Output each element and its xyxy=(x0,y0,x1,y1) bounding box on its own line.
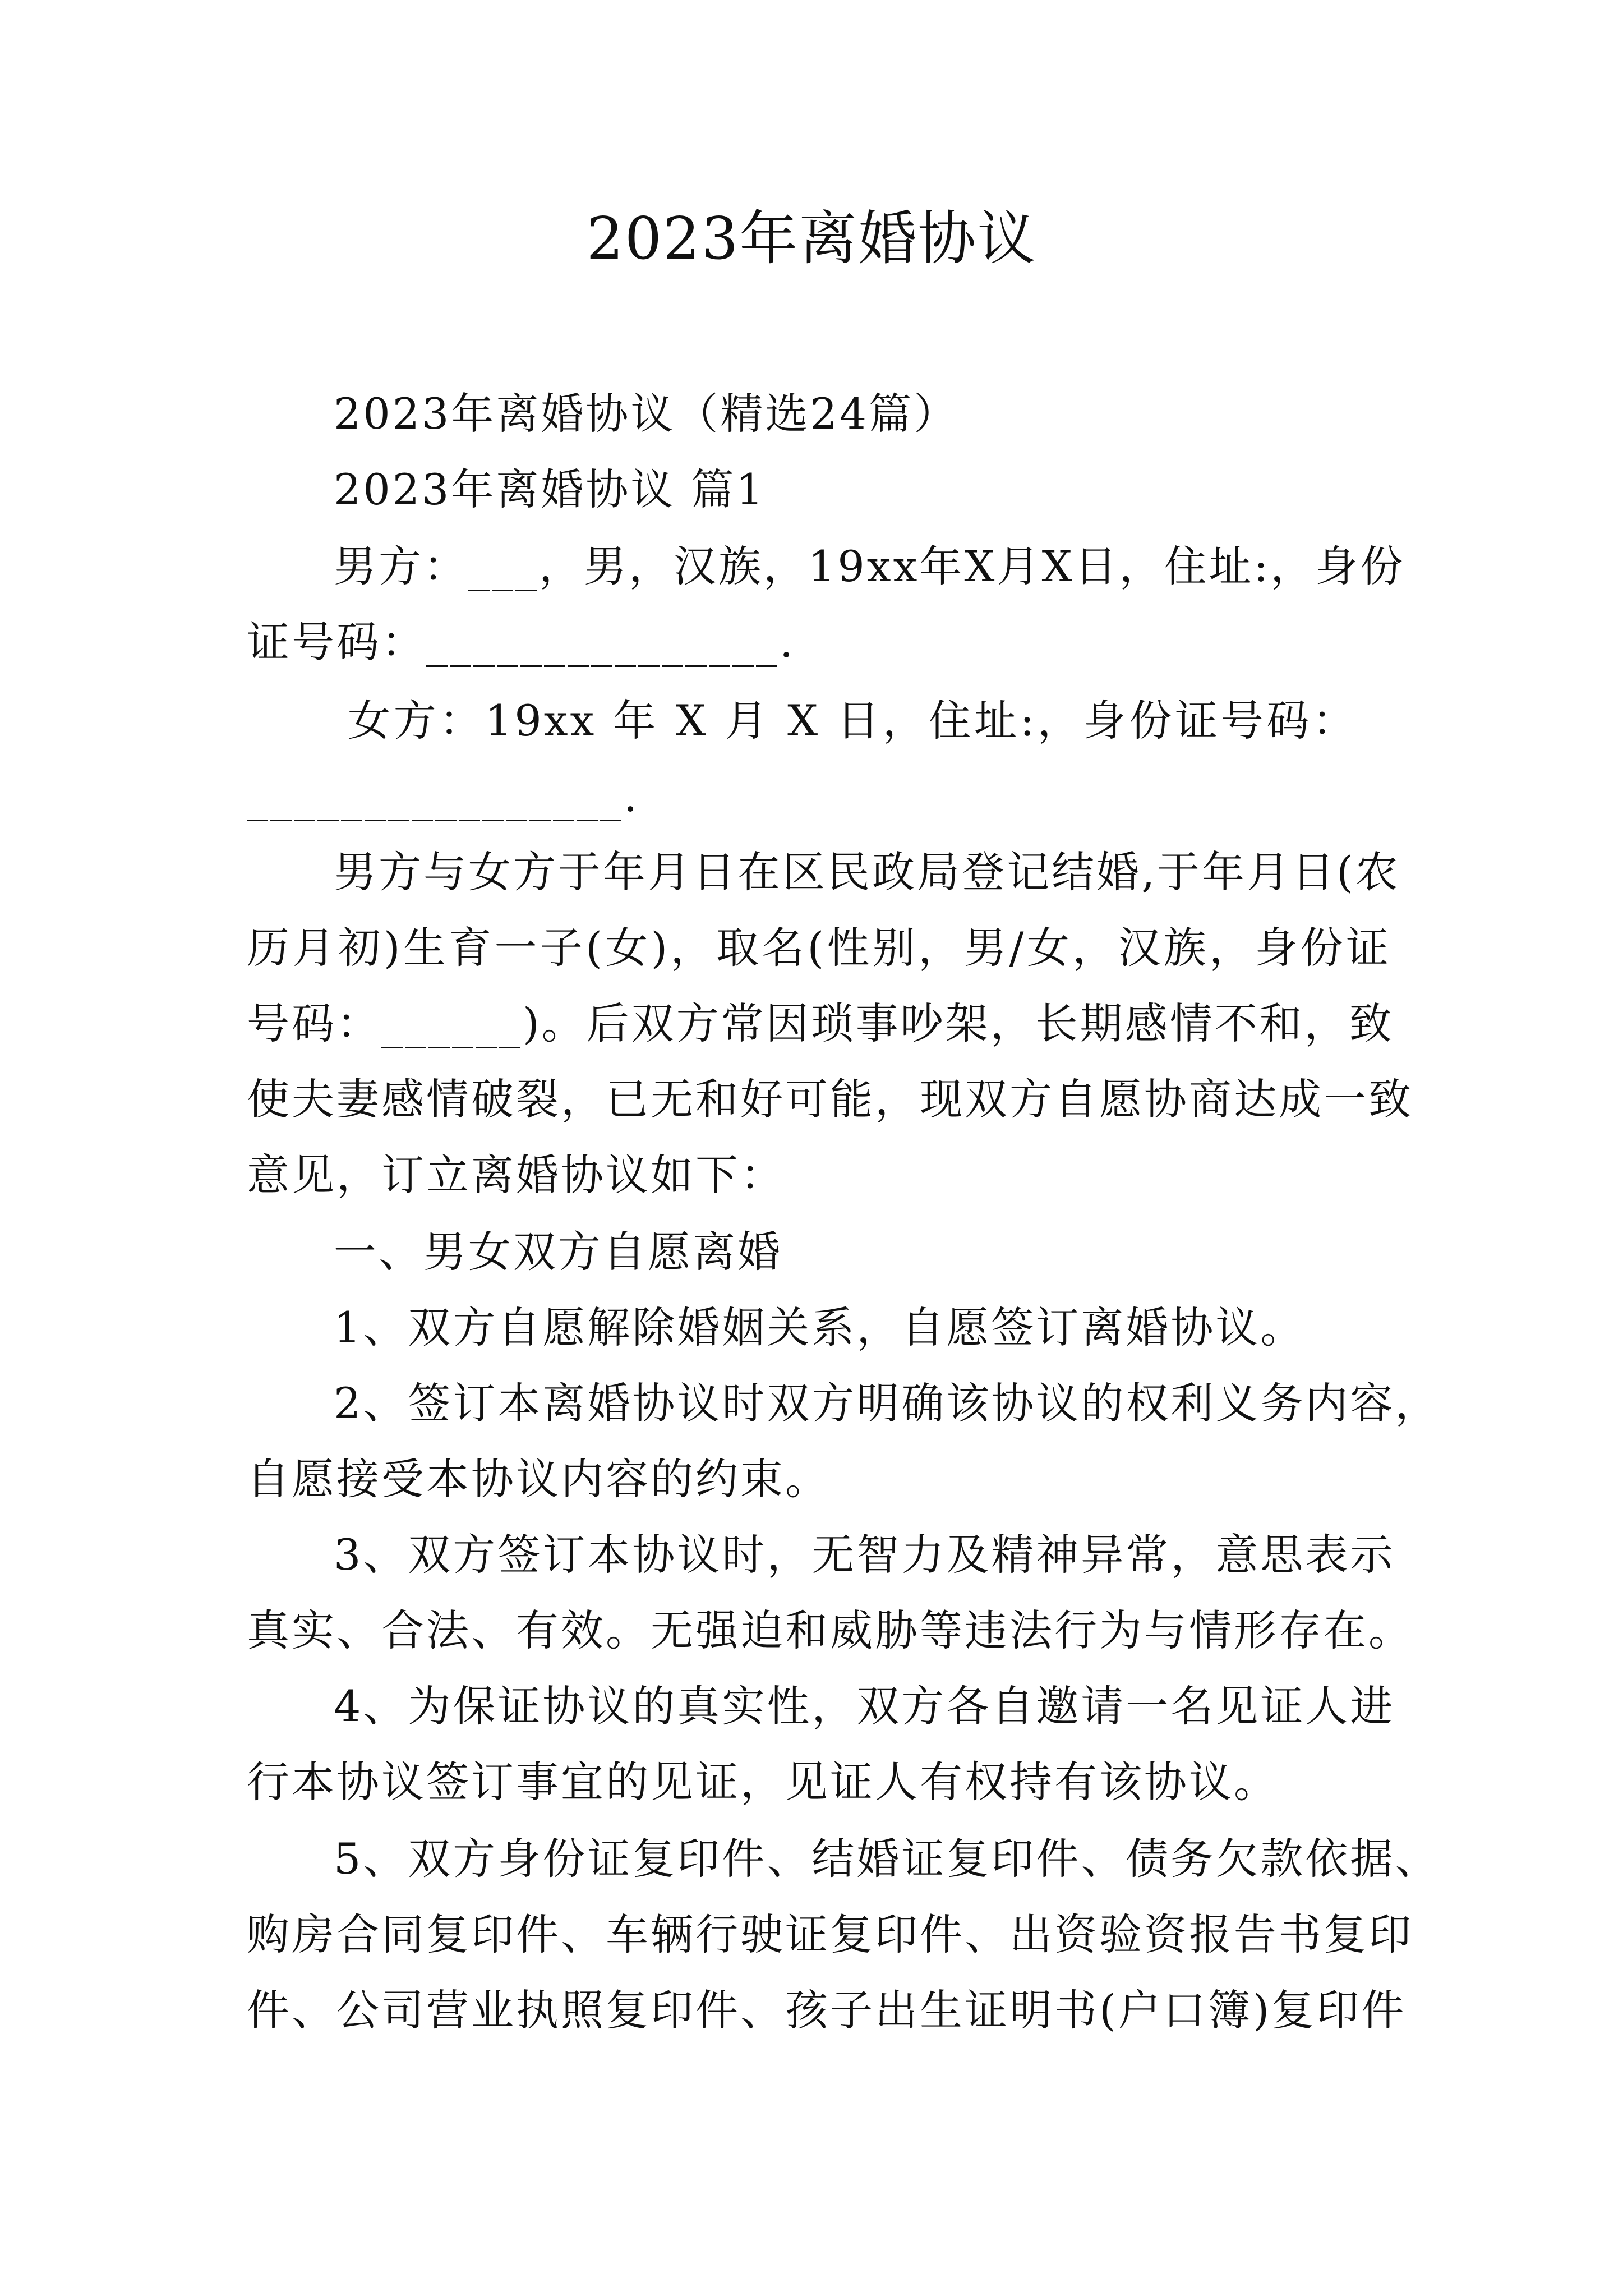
body-line: 件、公司营业执照复印件、孩子出生证明书(户口簿)复印件 xyxy=(247,1985,1407,2035)
section-heading: 一、男女双方自愿离婚 xyxy=(334,1227,782,1277)
section-heading: 2023年离婚协议 篇1 xyxy=(334,464,766,514)
body-line: 5、双方身份证复印件、结婚证复印件、债务欠款依据、 xyxy=(334,1834,1440,1884)
document-title: 2023年离婚协议 xyxy=(586,204,1037,273)
body-line: 真实、合法、有效。无强迫和威胁等违法行为与情形存在。 xyxy=(247,1605,1413,1655)
body-line: 男方与女方于年月日在区民政局登记结婚,于年月日(农 xyxy=(334,847,1400,897)
body-line: 3、双方签订本协议时，无智力及精神异常，意思表示 xyxy=(334,1530,1395,1580)
subtitle-line: 2023年离婚协议（精选24篇） xyxy=(334,389,959,439)
body-line: 自愿接受本协议内容的约束。 xyxy=(247,1454,830,1504)
body-line: 4、为保证协议的真实性，双方各自邀请一名见证人进 xyxy=(334,1681,1395,1731)
body-line: 历月初)生育一子(女)，取名(性别，男/女，汉族，身份证 xyxy=(247,923,1391,973)
body-line: ________________. xyxy=(247,771,640,821)
body-line: 意见，订立离婚协议如下： xyxy=(247,1150,785,1200)
body-line: 号码：______)。后双方常因琐事吵架，长期感情不和，致 xyxy=(247,999,1394,1048)
body-line: 1、双方自愿解除婚姻关系，自愿签订离婚协议。 xyxy=(334,1303,1306,1352)
body-line: 男方：___，男，汉族，19xx年X月X日，住址:，身份 xyxy=(334,541,1405,591)
body-line: 使夫妻感情破裂，已无和好可能，现双方自愿协商达成一致 xyxy=(247,1074,1413,1124)
body-line: 2、签订本离婚协议时双方明确该协议的权利义务内容， xyxy=(334,1378,1440,1428)
body-line: 购房合同复印件、车辆行驶证复印件、出资验资报告书复印 xyxy=(247,1910,1413,1959)
body-line: 证号码：_______________. xyxy=(247,617,796,667)
body-line: 行本协议签订事宜的见证，见证人有权持有该协议。 xyxy=(247,1757,1279,1807)
body-line: 女方：19xx 年 X 月 X 日，住址:，身份证号码： xyxy=(348,696,1357,746)
